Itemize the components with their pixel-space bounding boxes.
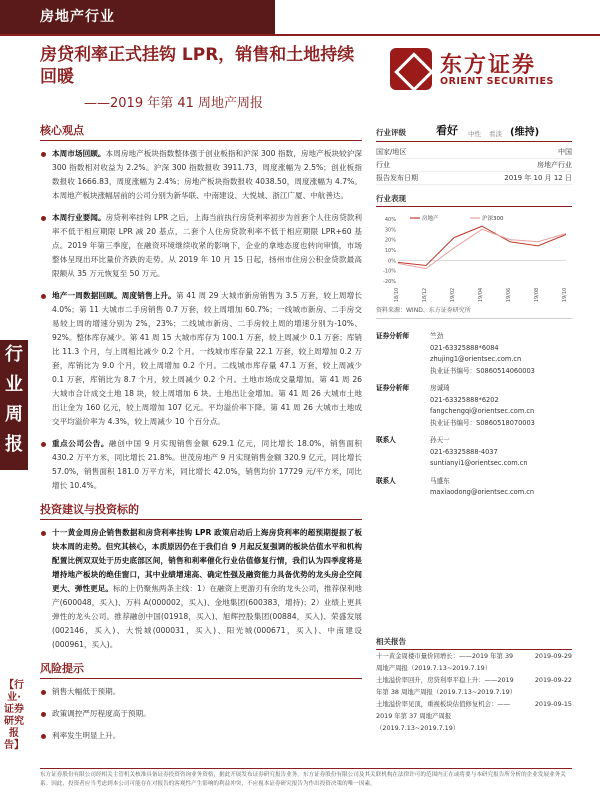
rating-option: 看淡	[489, 130, 502, 138]
info-key: 行业	[376, 161, 390, 169]
info-value: 房地产行业	[537, 161, 572, 169]
core-point-text: 第 41 周 29 大城市新房销售为 3.5 万套，较上周增长 4.0%；第 11 大城市二手房销售 0.7 万套，较上周增加 60.7%；一线城市新房、二手房交易较上周的增速分别为 2%，23%；二线城市新房、二手房较上周的增速分别为-10%、92%。整体库存减少。第 41 周 15 大城市库存为 100.1 万套，较上周减少 0.1 万套；库销比 11.3 个月，与上周相比减少 0.2 个月。一线城市库存量 22.1 万套，较上周增加 0.2 万套，库销比为 9.0 个月，较上周增加 0.2 个月。二线城市库存量 47.1 万套，较上周减少 0.1 万套，库销比为 8.7 个月，较上周减少 0.2 个月。土地市场成交量增加。第 41 周 26 大城市合计成交土地 18 块，较上周增加 6 块。土地出让金增加。第 41 周 26 大城市土地出让金为 160 亿元，较上周增加 107 亿元。平均溢价率下降。第 41 周 26 大城市土地成交平均溢价率为 4.3%，较上周减少 10 个百分点。	[52, 291, 363, 426]
rating-keep: (维持)	[510, 127, 540, 138]
analyst-row	[376, 476, 572, 488]
core-point-text: 本周房地产板块指数整体强于创业板指和沪深 300 指数，房地产板块较沪深 300 指数相对收益为 2.2%。沪深 300 指数报收 3911.73，周度涨幅为 2.5%；创业板指数报收 1666.83，周度涨幅为 2.4%；房地产板块指数报收 4038.50，周度涨幅为 4.7%。本周地产板块涨幅居前的公司分别为新华联、中南建设、大悦城、浙江广厦、中航善达。	[52, 149, 363, 200]
analyst-role: 证券分析师	[376, 384, 409, 392]
related-item[interactable]	[376, 674, 572, 698]
y-tick-label: 10%	[384, 248, 396, 254]
analyst-role	[376, 487, 430, 499]
analyst-value: 021-63325888*6084	[430, 343, 499, 352]
analyst-block	[376, 331, 572, 377]
x-tick-label: 19/06	[506, 287, 512, 303]
rating-label: 行业评级	[376, 128, 406, 137]
analyst-row	[376, 366, 572, 378]
info-row	[376, 172, 572, 185]
analyst-value: 房诚琦	[430, 384, 450, 392]
related-reports	[376, 628, 572, 734]
info-value: 2019 年 10 月 12 日	[504, 174, 572, 182]
side-tab-char: 周	[5, 404, 23, 425]
series-line	[398, 229, 566, 268]
core-point-item	[40, 289, 362, 429]
legend-label: 沪深300	[482, 216, 504, 222]
core-point-lead: 本周市场回顾。	[52, 149, 106, 158]
analyst-role	[376, 406, 430, 418]
side-tab-char: 行	[5, 344, 23, 365]
logo-cn: 东方证券	[440, 53, 537, 78]
related-date: 2019-09-29	[534, 652, 572, 660]
analyst-value: 执业证书编号：S0860518070003	[430, 418, 535, 427]
info-table	[376, 146, 572, 185]
analyst-block	[376, 383, 572, 429]
advice-point-text: 标的上仍聚焦两条主线：1）在融资上更游刃有余的龙头公司，推荐保利地产(600048，买入)、万科 A(000002，买入)、金地集团(600383，增持)；2）业绩上更具弹性的龙头公司。推荐融创中国(01918，买入)、旭辉控股集团(00884，买入)、荣盛发展(002146，买入)、大悦城(000031，买入)、阳光城(000671，买入)、中南建设(000961，买入)。	[52, 584, 363, 649]
analyst-block	[376, 435, 572, 470]
logo-en: ORIENT SECURITIES	[440, 76, 554, 87]
related-item[interactable]	[376, 698, 572, 734]
core-point-text: 融创中国 9 月实现销售金额 629.1 亿元，同比增长 18.0%，销售面积 430.2 万平方米，同比增长 21.8%。世茂房地产 9 月实现销售金额 320.9 亿元，同比增长 57.0%，销售面积 181.0 万平方米，同比增长 42.0%，销售均价 17729 元/平方米，同比增长 10.4%。	[52, 439, 363, 490]
info-row	[376, 159, 572, 172]
x-tick-label: 19/10	[562, 287, 568, 303]
core-point-item	[40, 437, 362, 493]
y-tick-label: 30%	[384, 227, 396, 234]
core-point-lead: 重点公司公告。	[52, 439, 110, 448]
sector-label: 房地产行业	[40, 9, 115, 25]
risk-point-item: 利率发生明显上升。	[40, 729, 362, 743]
analyst-role	[376, 458, 430, 470]
x-tick-label: 18/12	[422, 287, 428, 303]
info-key: 报告发布日期	[376, 174, 418, 182]
y-tick-label: 0%	[388, 258, 396, 265]
analyst-role	[376, 354, 430, 366]
performance-heading: 行业表现	[376, 193, 572, 207]
core-point-item	[40, 211, 362, 281]
analyst-role: 联系人	[376, 436, 396, 444]
analyst-row	[376, 458, 572, 470]
advice-point-lead: 十一黄金周房企销售数据和房贷利率挂钩 LPR 政策启动后上海房贷利率的超预期提振了板块本周的走势。但究其核心，本质原因仍在于我们自 9 月起反复强调的板块估值水平和机构配置比例双双处于历史底部区间，销售和利率催化行业估值修复行情，我们认为四季度将是增持地产板块的绝佳窗口，其中业绩增速高、确定性强及融资能力具备优势的龙头房企空间更大、弹性更足。	[52, 528, 362, 593]
rating-value: 看好	[436, 124, 458, 137]
analyst-block	[376, 476, 572, 499]
related-title[interactable]: 十一黄金周楼市量价同增长：——2019 年第 39 周地产周报（2019.7.13~2019.7.19）	[376, 652, 514, 672]
performance-chart-svg	[376, 211, 572, 303]
advice-heading: 投资建议与投资标的	[40, 501, 362, 520]
risk-points	[40, 685, 362, 743]
info-row	[376, 146, 572, 159]
analyst-row	[376, 331, 572, 343]
related-heading: 相关报告	[376, 636, 572, 650]
analyst-value[interactable]: suntianyi1@orientsec.com.cn	[430, 459, 528, 467]
banner-line	[0, 34, 600, 36]
related-date: 2019-09-22	[534, 676, 572, 684]
performance-chart	[376, 211, 572, 303]
rating-row	[376, 122, 572, 142]
risk-point-item: 销售大幅低于预期。	[40, 685, 362, 699]
y-tick-label: 20%	[384, 237, 396, 244]
analyst-row	[376, 435, 572, 447]
disclaimer-footer: 东方证券股份有限公司经相关主管机关核准具备证券投资咨询业务资格，据此开展发布证券研究报告业务。东方证券股份有限公司及其关联机构在法律许可的范围内正在或将要与本研究报告所分析的企业发展业务关系。因此，投资者应当考虑到本公司可能存在对报告的客观性产生影响的利益冲突，不应视本证券研究报告为作出投资决策的唯一因素。	[40, 768, 572, 789]
analyst-value: 马盛东	[430, 476, 450, 485]
y-tick-label: 40%	[384, 217, 396, 223]
analyst-role	[376, 366, 430, 378]
rating-option: 中性	[468, 130, 481, 138]
analyst-value: 021-63325888-4037	[430, 447, 498, 456]
analyst-value: 执业证书编号：S0860514060003	[430, 366, 535, 375]
analyst-row	[376, 395, 572, 407]
company-logo	[390, 48, 570, 98]
side-tab-char: 业	[5, 374, 23, 395]
analyst-role: 联系人	[376, 476, 396, 485]
analyst-role: 证券分析师	[376, 332, 409, 340]
side-note: 【行业·证券研究报告】	[4, 680, 24, 751]
analyst-value[interactable]: zhujing1@orientsec.com.cn	[430, 355, 522, 363]
core-point-lead: 地产一周数据回顾。周度销售上升。	[52, 291, 176, 300]
chart-source: 资料来源：WIND、东方证券研究所	[376, 305, 572, 319]
analyst-row	[376, 418, 572, 430]
logo-mark-icon	[390, 48, 432, 90]
info-key: 国家/地区	[376, 148, 407, 156]
related-list	[376, 650, 572, 734]
related-title[interactable]: 土地溢价率回升，房贷利率平稳上升：——2019 年第 38 周地产周报（2019.7.13~2019.7.19）	[376, 676, 517, 696]
core-point-lead: 本周行业要闻。	[52, 213, 106, 222]
info-value: 中国	[558, 148, 572, 156]
analyst-row	[376, 406, 572, 418]
x-tick-label: 18/10	[394, 287, 400, 303]
top-banner	[0, 0, 600, 36]
analyst-row	[376, 447, 572, 459]
core-point-item	[40, 147, 362, 203]
x-tick-label: 19/04	[478, 287, 484, 303]
y-tick-label: -20%	[383, 279, 396, 285]
analyst-row	[376, 487, 572, 499]
report-subtitle: ——2019 年第 41 周地产周报	[84, 96, 264, 111]
y-tick-label: -10%	[383, 268, 396, 275]
analyst-value[interactable]: fangchengqi@orientsec.com.cn	[430, 407, 535, 415]
right-column	[376, 122, 572, 505]
analyst-role	[376, 418, 430, 430]
side-tab	[0, 340, 28, 470]
side-tab-char: 报	[5, 434, 23, 455]
analyst-value: 021-63325888*6202	[430, 395, 499, 404]
analyst-role	[376, 343, 430, 355]
x-tick-label: 19/08	[534, 287, 540, 303]
report-title: 房贷利率正式挂钩 LPR，销售和土地持续回暖	[40, 45, 355, 87]
core-point-text: 房贷利率挂钩 LPR 之后，上海当前执行房贷利率初步为首套个人住房贷款利率不低于相应期限 LPR 减 20 基点，二套个人住房贷款利率不低于相应期限 LPR+60 基点。2019 年第三季度，在融资环境继续收紧的影响下，企业的拿地态度也转向审慎，市场整体呈现出环比量价齐跌的走势。从 2019 年 10 月 15 日起，扬州市住房公积金贷款最高限额从 35 万元恢复至 50 万元。	[52, 213, 362, 278]
core-points	[40, 147, 362, 493]
analyst-list	[376, 331, 572, 499]
analyst-row	[376, 383, 572, 395]
related-title[interactable]: 土地溢价率见顶，重视板块估值修复机会：——2019 年第 37 周地产周报（2019.7.13~2019.7.19）	[376, 700, 511, 732]
analyst-value: 竺劲	[430, 332, 444, 340]
x-tick-label: 19/02	[450, 287, 456, 303]
analyst-row	[376, 354, 572, 366]
core-heading: 核心观点	[40, 122, 362, 141]
analyst-role	[376, 447, 430, 459]
legend-label: 房地产	[422, 216, 439, 222]
advice-point-item	[40, 526, 362, 652]
risk-heading: 风险提示	[40, 660, 362, 679]
analyst-row	[376, 343, 572, 355]
risk-point-item: 政策调控严厉程度高于预期。	[40, 707, 362, 721]
analyst-role	[376, 395, 430, 407]
related-date: 2019-09-15	[534, 700, 572, 708]
series-line	[398, 226, 566, 265]
analyst-value[interactable]: maxiaodong@orientsec.com.cn	[430, 488, 535, 496]
related-item[interactable]	[376, 650, 572, 674]
analyst-value: 孙天一	[430, 436, 450, 444]
advice-points	[40, 526, 362, 652]
left-column	[40, 122, 362, 751]
